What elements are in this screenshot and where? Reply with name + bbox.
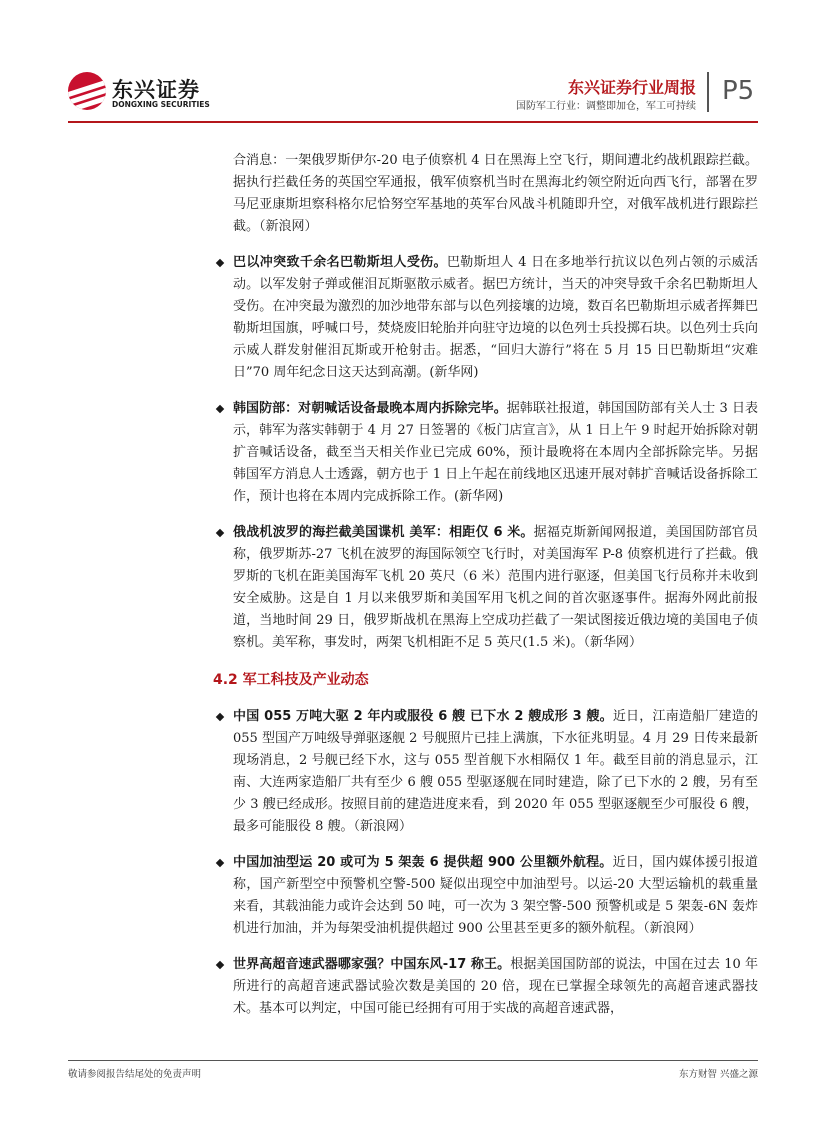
footer-rule xyxy=(68,1060,758,1061)
news-body: 近日，江南造船厂建造的 055 型国产万吨级导弹驱逐舰 2 号舰照片已挂上满旗，下水征兆明显。4 月 29 日传来最新现场消息，2 号舰已经下水，这与 055 型首舰下水相隔仅 1 年。截至目前的消息显示，江南、大连两家造船厂共有至少 6 艘 055 型驱逐舰在同时建造，除了已下水的 2 艘，另有至少 3 艘已经成形。按照目前的建造进度来看，到 2020 年 055 型驱逐舰至少可服役 6 艘，最多可能服役 8 艘。（新浪网） xyxy=(233,709,758,834)
news-item xyxy=(213,852,758,940)
news-item xyxy=(213,522,758,654)
diamond-bullet-icon xyxy=(215,706,225,728)
news-item xyxy=(213,398,758,508)
report-subtitle: 国防军工行业：调整即加仓，军工可持续 xyxy=(516,101,696,112)
diamond-bullet-icon xyxy=(215,522,225,544)
diamond-bullet-icon xyxy=(215,252,225,274)
news-headline: 韩国防部：对朝喊话设备最晚本周内拆除完毕。 xyxy=(233,401,507,416)
news-headline: 巴以冲突致千余名巴勒斯坦人受伤。 xyxy=(233,255,447,270)
news-headline: 中国加油型运 20 或可为 5 架轰 6 提供超 900 公里额外航程。 xyxy=(233,855,613,870)
logo-chinese-name: 东兴证券 xyxy=(112,78,200,102)
news-body: 据韩联社报道，韩国国防部有关人士 3 日表示，韩军为落实韩朝于 4 月 27 日签署的《板门店宣言》，从 1 日上午 9 时起开始拆除对朝扩音喊话设备，截至当天相关作业已完成 60%，预计最晚将在本周内全部拆除完毕。另据韩国军方消息人士透露，朝方也于 1 日上午起在前线地区迅速开展对韩扩音喊话设备拆除工作，预计也将在本周内完成拆除工作。(新华网) xyxy=(233,401,758,504)
news-paragraph xyxy=(213,150,758,238)
company-logo xyxy=(68,72,268,116)
footer-slogan: 东方财智 兴盛之源 xyxy=(678,1069,758,1080)
news-headline: 俄战机波罗的海拦截美国谍机 美军：相距仅 6 米。 xyxy=(233,525,534,540)
diamond-bullet-icon xyxy=(215,398,225,420)
logo-mark-icon xyxy=(68,72,106,110)
news-item xyxy=(213,706,758,838)
section-heading: 4.2 军工科技及产业动态 xyxy=(213,672,369,688)
news-body: 据福克斯新闻网报道，美国国防部官员称，俄罗斯苏-27 飞机在波罗的海国际领空飞行时，对美国海军 P-8 侦察机进行了拦截。俄罗斯的飞机在距美国海军飞机 20 英尺（6 米）范围内进行驱逐，但美国飞行员称并未收到安全威胁。这是自 1 月以来俄罗斯和美国军用飞机之间的首次驱逐事件。据海外网此前报道，当地时间 29 日，俄罗斯战机在黑海上空成功拦截了一架试图接近俄边境的美国电子侦察机。美军称，事发时，两架飞机相距不足 5 英尺(1.5 米)。（新华网） xyxy=(233,525,758,650)
paragraph-text: 合消息：一架俄罗斯伊尔-20 电子侦察机 4 日在黑海上空飞行，期间遭北约战机跟踪拦截。据执行拦截任务的英国空军通报，俄军侦察机当时在黑海北约领空附近向西飞行，部署在罗马尼亚康斯坦察科格尔尼恰努空军基地的英军台风战斗机随即升空，对俄军战机进行跟踪拦截。（新浪网） xyxy=(233,153,758,234)
news-body: 根据美国国防部的说法，中国在过去 10 年所进行的高超音速武器试验次数是美国的 20 倍，现在已掌握全球领先的高超音速武器技术。基本可以判定，中国可能已经拥有可用于实战的高超音速武器， xyxy=(233,957,759,1016)
diamond-bullet-icon xyxy=(215,954,225,976)
disclaimer-note: 敬请参阅报告结尾处的免责声明 xyxy=(68,1069,202,1080)
header-rule xyxy=(68,121,758,123)
report-title: 东兴证券行业周报 xyxy=(567,78,696,97)
news-item xyxy=(213,954,758,1020)
page-number: P5 xyxy=(722,76,755,106)
news-headline: 中国 055 万吨大驱 2 年内或服役 6 艘 已下水 2 艘成形 3 艘。 xyxy=(233,709,613,724)
page-header xyxy=(0,0,827,130)
news-item xyxy=(213,252,758,384)
header-divider xyxy=(707,72,709,112)
diamond-bullet-icon xyxy=(215,852,225,874)
news-headline: 世界高超音速武器哪家强？中国东风-17 称王。 xyxy=(233,957,511,972)
logo-english-name: DONGXING SECURITIES xyxy=(112,100,210,109)
news-body: 巴勒斯坦人 4 日在多地举行抗议以色列占领的示威活动。以军发射子弹或催泪瓦斯驱散示威者。据巴方统计，当天的冲突导致千余名巴勒斯坦人受伤。在冲突最为激烈的加沙地带东部与以色列接壤的边境，数百名巴勒斯坦示威者挥舞巴勒斯坦国旗，呼喊口号，焚烧废旧轮胎并向驻守边境的以色列士兵投掷石块。以色列士兵向示威人群发射催泪瓦斯或开枪射击。据悉，“回归大游行”将在 5 月 15 日巴勒斯坦“灾难日”70 周年纪念日这天达到高潮。(新华网) xyxy=(233,255,758,380)
news-body: 近日，国内媒体援引报道称，国产新型空中预警机空警-500 疑似出现空中加油型号。以运-20 大型运输机的载重量来看，其载油能力或许会达到 50 吨，可一次为 3 架空警-500 预警机或是 5 架轰-6N 轰炸机进行加油，并为每架受油机提供超过 900 公里甚至更多的额外航程。（新浪网） xyxy=(233,855,758,936)
main-content xyxy=(213,150,758,1034)
